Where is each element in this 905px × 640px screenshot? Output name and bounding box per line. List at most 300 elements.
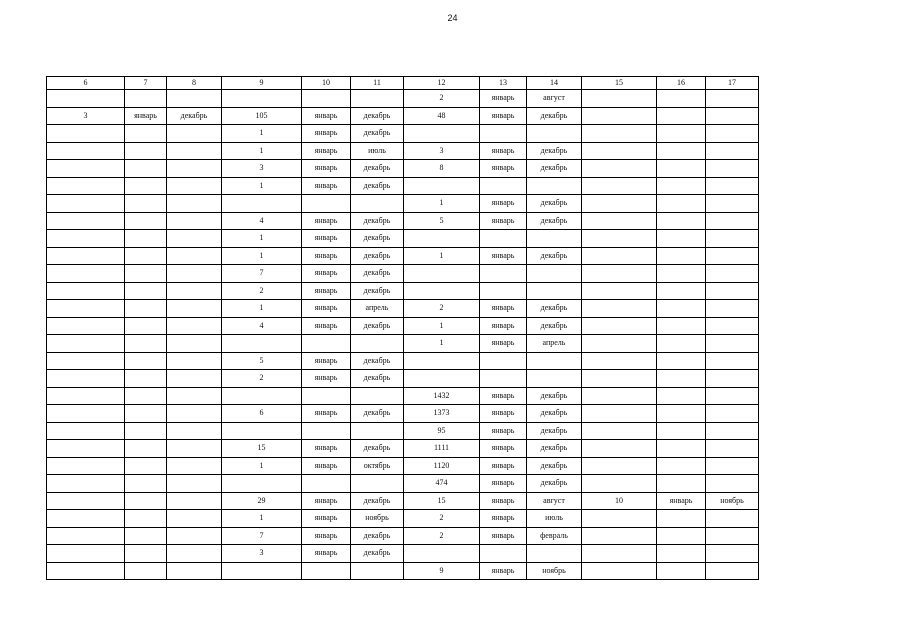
table-cell: январь: [480, 475, 527, 493]
table-cell: [167, 160, 222, 178]
table-cell: ноябрь: [706, 492, 759, 510]
table-cell: декабрь: [351, 177, 404, 195]
table-cell: январь: [302, 142, 351, 160]
table-row: [47, 107, 759, 125]
table-cell: июль: [351, 142, 404, 160]
table-cell: январь: [302, 212, 351, 230]
table-cell: [167, 177, 222, 195]
table-cell: [657, 405, 706, 423]
table-cell: 474: [404, 475, 480, 493]
table-cell: [47, 125, 125, 143]
table-cell: [582, 440, 657, 458]
table-cell: [582, 527, 657, 545]
table-cell: [582, 142, 657, 160]
table-cell: [527, 230, 582, 248]
table-cell: [222, 387, 302, 405]
table-cell: ноябрь: [527, 562, 582, 580]
table-cell: 1: [222, 510, 302, 528]
table-row: [47, 212, 759, 230]
table-cell: 15: [404, 492, 480, 510]
table-cell: 6: [222, 405, 302, 423]
table-cell: 1111: [404, 440, 480, 458]
table-cell: январь: [302, 317, 351, 335]
table-cell: [167, 422, 222, 440]
table-cell: [657, 90, 706, 108]
table-cell: декабрь: [351, 125, 404, 143]
table-cell: ноябрь: [351, 510, 404, 528]
table-cell: январь: [480, 247, 527, 265]
table-cell: [302, 90, 351, 108]
table-cell: [351, 422, 404, 440]
table-cell: декабрь: [527, 195, 582, 213]
table-cell: [125, 492, 167, 510]
table-cell: 10: [582, 492, 657, 510]
table-cell: [302, 422, 351, 440]
table-cell: январь: [480, 335, 527, 353]
table-cell: декабрь: [527, 300, 582, 318]
table-cell: [167, 440, 222, 458]
table-cell: [222, 422, 302, 440]
table-cell: [167, 352, 222, 370]
table-cell: [582, 300, 657, 318]
table-cell: 1373: [404, 405, 480, 423]
table-cell: [582, 247, 657, 265]
table-row: [47, 160, 759, 178]
table-cell: [480, 282, 527, 300]
table-cell: [125, 545, 167, 563]
table-cell: [125, 335, 167, 353]
table-cell: 1: [222, 300, 302, 318]
table-cell: 5: [222, 352, 302, 370]
table-cell: [47, 265, 125, 283]
table-cell: [125, 440, 167, 458]
table-cell: [167, 317, 222, 335]
table-cell: [47, 177, 125, 195]
table-cell: 3: [404, 142, 480, 160]
table-cell: [582, 195, 657, 213]
table-cell: 2: [404, 527, 480, 545]
table-cell: январь: [302, 107, 351, 125]
table-cell: 2: [404, 510, 480, 528]
table-cell: 95: [404, 422, 480, 440]
table-cell: 1120: [404, 457, 480, 475]
table-cell: [657, 282, 706, 300]
table-cell: [582, 160, 657, 178]
table-cell: [582, 335, 657, 353]
table-cell: январь: [302, 440, 351, 458]
column-header: 12: [404, 77, 480, 90]
table-cell: январь: [480, 212, 527, 230]
table-cell: [404, 282, 480, 300]
table-cell: [657, 195, 706, 213]
table-cell: [47, 212, 125, 230]
table-cell: декабрь: [527, 475, 582, 493]
table-cell: [706, 142, 759, 160]
table-cell: [657, 562, 706, 580]
table-cell: декабрь: [527, 457, 582, 475]
table-cell: [706, 247, 759, 265]
table-cell: 1: [222, 142, 302, 160]
table-row: [47, 230, 759, 248]
table-cell: [125, 405, 167, 423]
table-cell: 4: [222, 317, 302, 335]
table-cell: декабрь: [527, 107, 582, 125]
column-header: 8: [167, 77, 222, 90]
table-cell: [706, 125, 759, 143]
table-cell: [480, 230, 527, 248]
table-cell: [125, 370, 167, 388]
table-cell: [706, 545, 759, 563]
table-cell: [657, 457, 706, 475]
table-cell: 1: [404, 195, 480, 213]
table-cell: [47, 247, 125, 265]
column-header: 15: [582, 77, 657, 90]
table-cell: [125, 352, 167, 370]
table-cell: [480, 177, 527, 195]
table-row: [47, 90, 759, 108]
table-cell: 1: [404, 247, 480, 265]
table-cell: [706, 265, 759, 283]
table-cell: [582, 562, 657, 580]
table-cell: [527, 265, 582, 283]
table-cell: январь: [302, 247, 351, 265]
table-cell: декабрь: [351, 107, 404, 125]
table-cell: 9: [404, 562, 480, 580]
table-cell: [582, 457, 657, 475]
table-cell: [47, 475, 125, 493]
table-cell: [167, 282, 222, 300]
table-cell: 1: [222, 247, 302, 265]
table-cell: [582, 510, 657, 528]
table-cell: апрель: [351, 300, 404, 318]
table-row: [47, 317, 759, 335]
table-cell: [657, 142, 706, 160]
table-row: [47, 387, 759, 405]
table-cell: январь: [480, 160, 527, 178]
table-cell: 5: [404, 212, 480, 230]
table-cell: 8: [404, 160, 480, 178]
table-cell: [706, 475, 759, 493]
table-cell: [582, 422, 657, 440]
table-cell: [657, 422, 706, 440]
table-cell: [47, 440, 125, 458]
table-cell: [222, 475, 302, 493]
table-cell: [657, 335, 706, 353]
table-cell: декабрь: [351, 492, 404, 510]
table-cell: [582, 265, 657, 283]
table-cell: [404, 352, 480, 370]
table-cell: [706, 90, 759, 108]
table-cell: [706, 317, 759, 335]
table-cell: [125, 230, 167, 248]
table-cell: [582, 177, 657, 195]
table-cell: [302, 562, 351, 580]
table-cell: [351, 335, 404, 353]
table-cell: [167, 90, 222, 108]
table-cell: декабрь: [351, 230, 404, 248]
table-cell: [527, 370, 582, 388]
table-cell: декабрь: [527, 160, 582, 178]
table-cell: 2: [222, 282, 302, 300]
table-row: [47, 422, 759, 440]
table-cell: [47, 370, 125, 388]
table-cell: [125, 177, 167, 195]
table-cell: 1: [222, 177, 302, 195]
table-cell: [706, 230, 759, 248]
table-cell: январь: [480, 492, 527, 510]
table-header-row: [47, 77, 759, 90]
table-row: [47, 405, 759, 423]
table-cell: [527, 545, 582, 563]
table-cell: декабрь: [351, 352, 404, 370]
table-cell: декабрь: [351, 440, 404, 458]
table-cell: [582, 405, 657, 423]
table-cell: январь: [480, 405, 527, 423]
table-cell: [47, 527, 125, 545]
table-cell: [125, 212, 167, 230]
table-cell: [582, 230, 657, 248]
table-cell: январь: [302, 370, 351, 388]
table-cell: [582, 387, 657, 405]
page-number: 24: [447, 13, 458, 23]
table-cell: [47, 142, 125, 160]
table-cell: [47, 387, 125, 405]
table-cell: [480, 370, 527, 388]
table-cell: [222, 195, 302, 213]
table-cell: январь: [302, 457, 351, 475]
table-cell: [125, 457, 167, 475]
table-cell: январь: [480, 422, 527, 440]
table-row: [47, 195, 759, 213]
table-cell: [706, 107, 759, 125]
table-cell: [657, 527, 706, 545]
table-cell: [657, 160, 706, 178]
table-cell: [351, 562, 404, 580]
table-cell: [657, 370, 706, 388]
table-cell: [125, 160, 167, 178]
table-cell: [167, 125, 222, 143]
table-cell: [657, 212, 706, 230]
table-cell: [47, 300, 125, 318]
column-header: 16: [657, 77, 706, 90]
table-cell: [706, 282, 759, 300]
table-cell: [47, 160, 125, 178]
column-header: 10: [302, 77, 351, 90]
table-cell: декабрь: [351, 282, 404, 300]
table-cell: [125, 195, 167, 213]
table-cell: декабрь: [351, 317, 404, 335]
table-row: [47, 510, 759, 528]
table-cell: январь: [480, 317, 527, 335]
column-header: 7: [125, 77, 167, 90]
table-cell: 1: [222, 230, 302, 248]
table-cell: 2: [222, 370, 302, 388]
table-cell: [167, 492, 222, 510]
table-row: [47, 370, 759, 388]
table-cell: [167, 212, 222, 230]
table-cell: 1: [222, 457, 302, 475]
table-cell: январь: [480, 457, 527, 475]
table-cell: январь: [302, 352, 351, 370]
table-cell: август: [527, 492, 582, 510]
table-cell: [582, 352, 657, 370]
table-cell: [47, 317, 125, 335]
table-cell: 48: [404, 107, 480, 125]
table-cell: [167, 335, 222, 353]
table-row: [47, 352, 759, 370]
table-cell: [47, 282, 125, 300]
table-cell: [657, 545, 706, 563]
table-cell: [351, 195, 404, 213]
table-cell: декабрь: [527, 405, 582, 423]
table-cell: декабрь: [527, 212, 582, 230]
table-cell: [657, 107, 706, 125]
table-cell: [351, 387, 404, 405]
table-cell: 3: [222, 160, 302, 178]
table-cell: январь: [125, 107, 167, 125]
table-cell: январь: [302, 492, 351, 510]
table-cell: январь: [302, 230, 351, 248]
column-header: 14: [527, 77, 582, 90]
table-row: [47, 562, 759, 580]
table-cell: [657, 300, 706, 318]
table-cell: [706, 160, 759, 178]
table-cell: 1432: [404, 387, 480, 405]
table-row: [47, 457, 759, 475]
table-cell: [47, 230, 125, 248]
table-cell: [582, 125, 657, 143]
table-cell: [167, 230, 222, 248]
table-cell: 3: [222, 545, 302, 563]
table-cell: [706, 370, 759, 388]
table-cell: [582, 317, 657, 335]
table-cell: 105: [222, 107, 302, 125]
table-cell: [582, 282, 657, 300]
table-cell: декабрь: [351, 527, 404, 545]
table-cell: июль: [527, 510, 582, 528]
table-cell: январь: [480, 107, 527, 125]
table-cell: август: [527, 90, 582, 108]
table-cell: декабрь: [351, 370, 404, 388]
table-cell: [125, 247, 167, 265]
column-header: 11: [351, 77, 404, 90]
table-cell: [657, 440, 706, 458]
table-cell: [47, 90, 125, 108]
column-header: 6: [47, 77, 125, 90]
table-cell: [706, 335, 759, 353]
table-cell: [47, 562, 125, 580]
table-cell: [706, 352, 759, 370]
table-cell: [582, 107, 657, 125]
table-cell: декабрь: [351, 545, 404, 563]
table-cell: [706, 387, 759, 405]
table-cell: [657, 247, 706, 265]
table-cell: [706, 527, 759, 545]
table-cell: [302, 335, 351, 353]
table-cell: январь: [657, 492, 706, 510]
table-cell: [404, 370, 480, 388]
table-cell: 7: [222, 265, 302, 283]
table-cell: февраль: [527, 527, 582, 545]
table-cell: [47, 405, 125, 423]
table-cell: [125, 422, 167, 440]
table-cell: [167, 562, 222, 580]
table-cell: [582, 90, 657, 108]
table-cell: [167, 405, 222, 423]
table-cell: [480, 352, 527, 370]
table-row: [47, 247, 759, 265]
table-row: [47, 440, 759, 458]
table-cell: [657, 317, 706, 335]
table-row: [47, 177, 759, 195]
table-cell: [527, 125, 582, 143]
table-cell: январь: [480, 562, 527, 580]
table-cell: [222, 335, 302, 353]
table-cell: [657, 230, 706, 248]
table-cell: декабрь: [527, 247, 582, 265]
table-cell: 4: [222, 212, 302, 230]
table-cell: декабрь: [351, 247, 404, 265]
table-cell: апрель: [527, 335, 582, 353]
table-cell: 29: [222, 492, 302, 510]
table-row: [47, 545, 759, 563]
table-cell: [125, 387, 167, 405]
table-cell: 1: [222, 125, 302, 143]
table-cell: [125, 282, 167, 300]
table-cell: [657, 177, 706, 195]
table-cell: январь: [302, 125, 351, 143]
table-cell: [351, 475, 404, 493]
table-cell: январь: [302, 265, 351, 283]
table-cell: декабрь: [527, 142, 582, 160]
table-cell: [222, 562, 302, 580]
table-cell: 2: [404, 90, 480, 108]
table-cell: январь: [302, 527, 351, 545]
table-cell: [527, 352, 582, 370]
table-cell: декабрь: [351, 212, 404, 230]
table-cell: [222, 90, 302, 108]
table-row: [47, 142, 759, 160]
table-cell: декабрь: [351, 160, 404, 178]
table-row: [47, 335, 759, 353]
table-cell: декабрь: [527, 422, 582, 440]
table-cell: [706, 212, 759, 230]
table-cell: [47, 510, 125, 528]
table-cell: [706, 405, 759, 423]
table-cell: [527, 177, 582, 195]
table-cell: [167, 510, 222, 528]
table-cell: [582, 212, 657, 230]
column-header: 9: [222, 77, 302, 90]
table-cell: [167, 195, 222, 213]
table-cell: [706, 457, 759, 475]
table-cell: [706, 440, 759, 458]
table-cell: январь: [302, 405, 351, 423]
table-cell: [47, 545, 125, 563]
table-cell: [167, 457, 222, 475]
table-cell: [657, 510, 706, 528]
table-cell: 7: [222, 527, 302, 545]
table-cell: [125, 125, 167, 143]
table-cell: [302, 195, 351, 213]
table-cell: октябрь: [351, 457, 404, 475]
table-cell: [167, 475, 222, 493]
table-cell: [706, 195, 759, 213]
table-cell: январь: [480, 300, 527, 318]
table-cell: [125, 562, 167, 580]
table-cell: [125, 265, 167, 283]
table-cell: [657, 125, 706, 143]
